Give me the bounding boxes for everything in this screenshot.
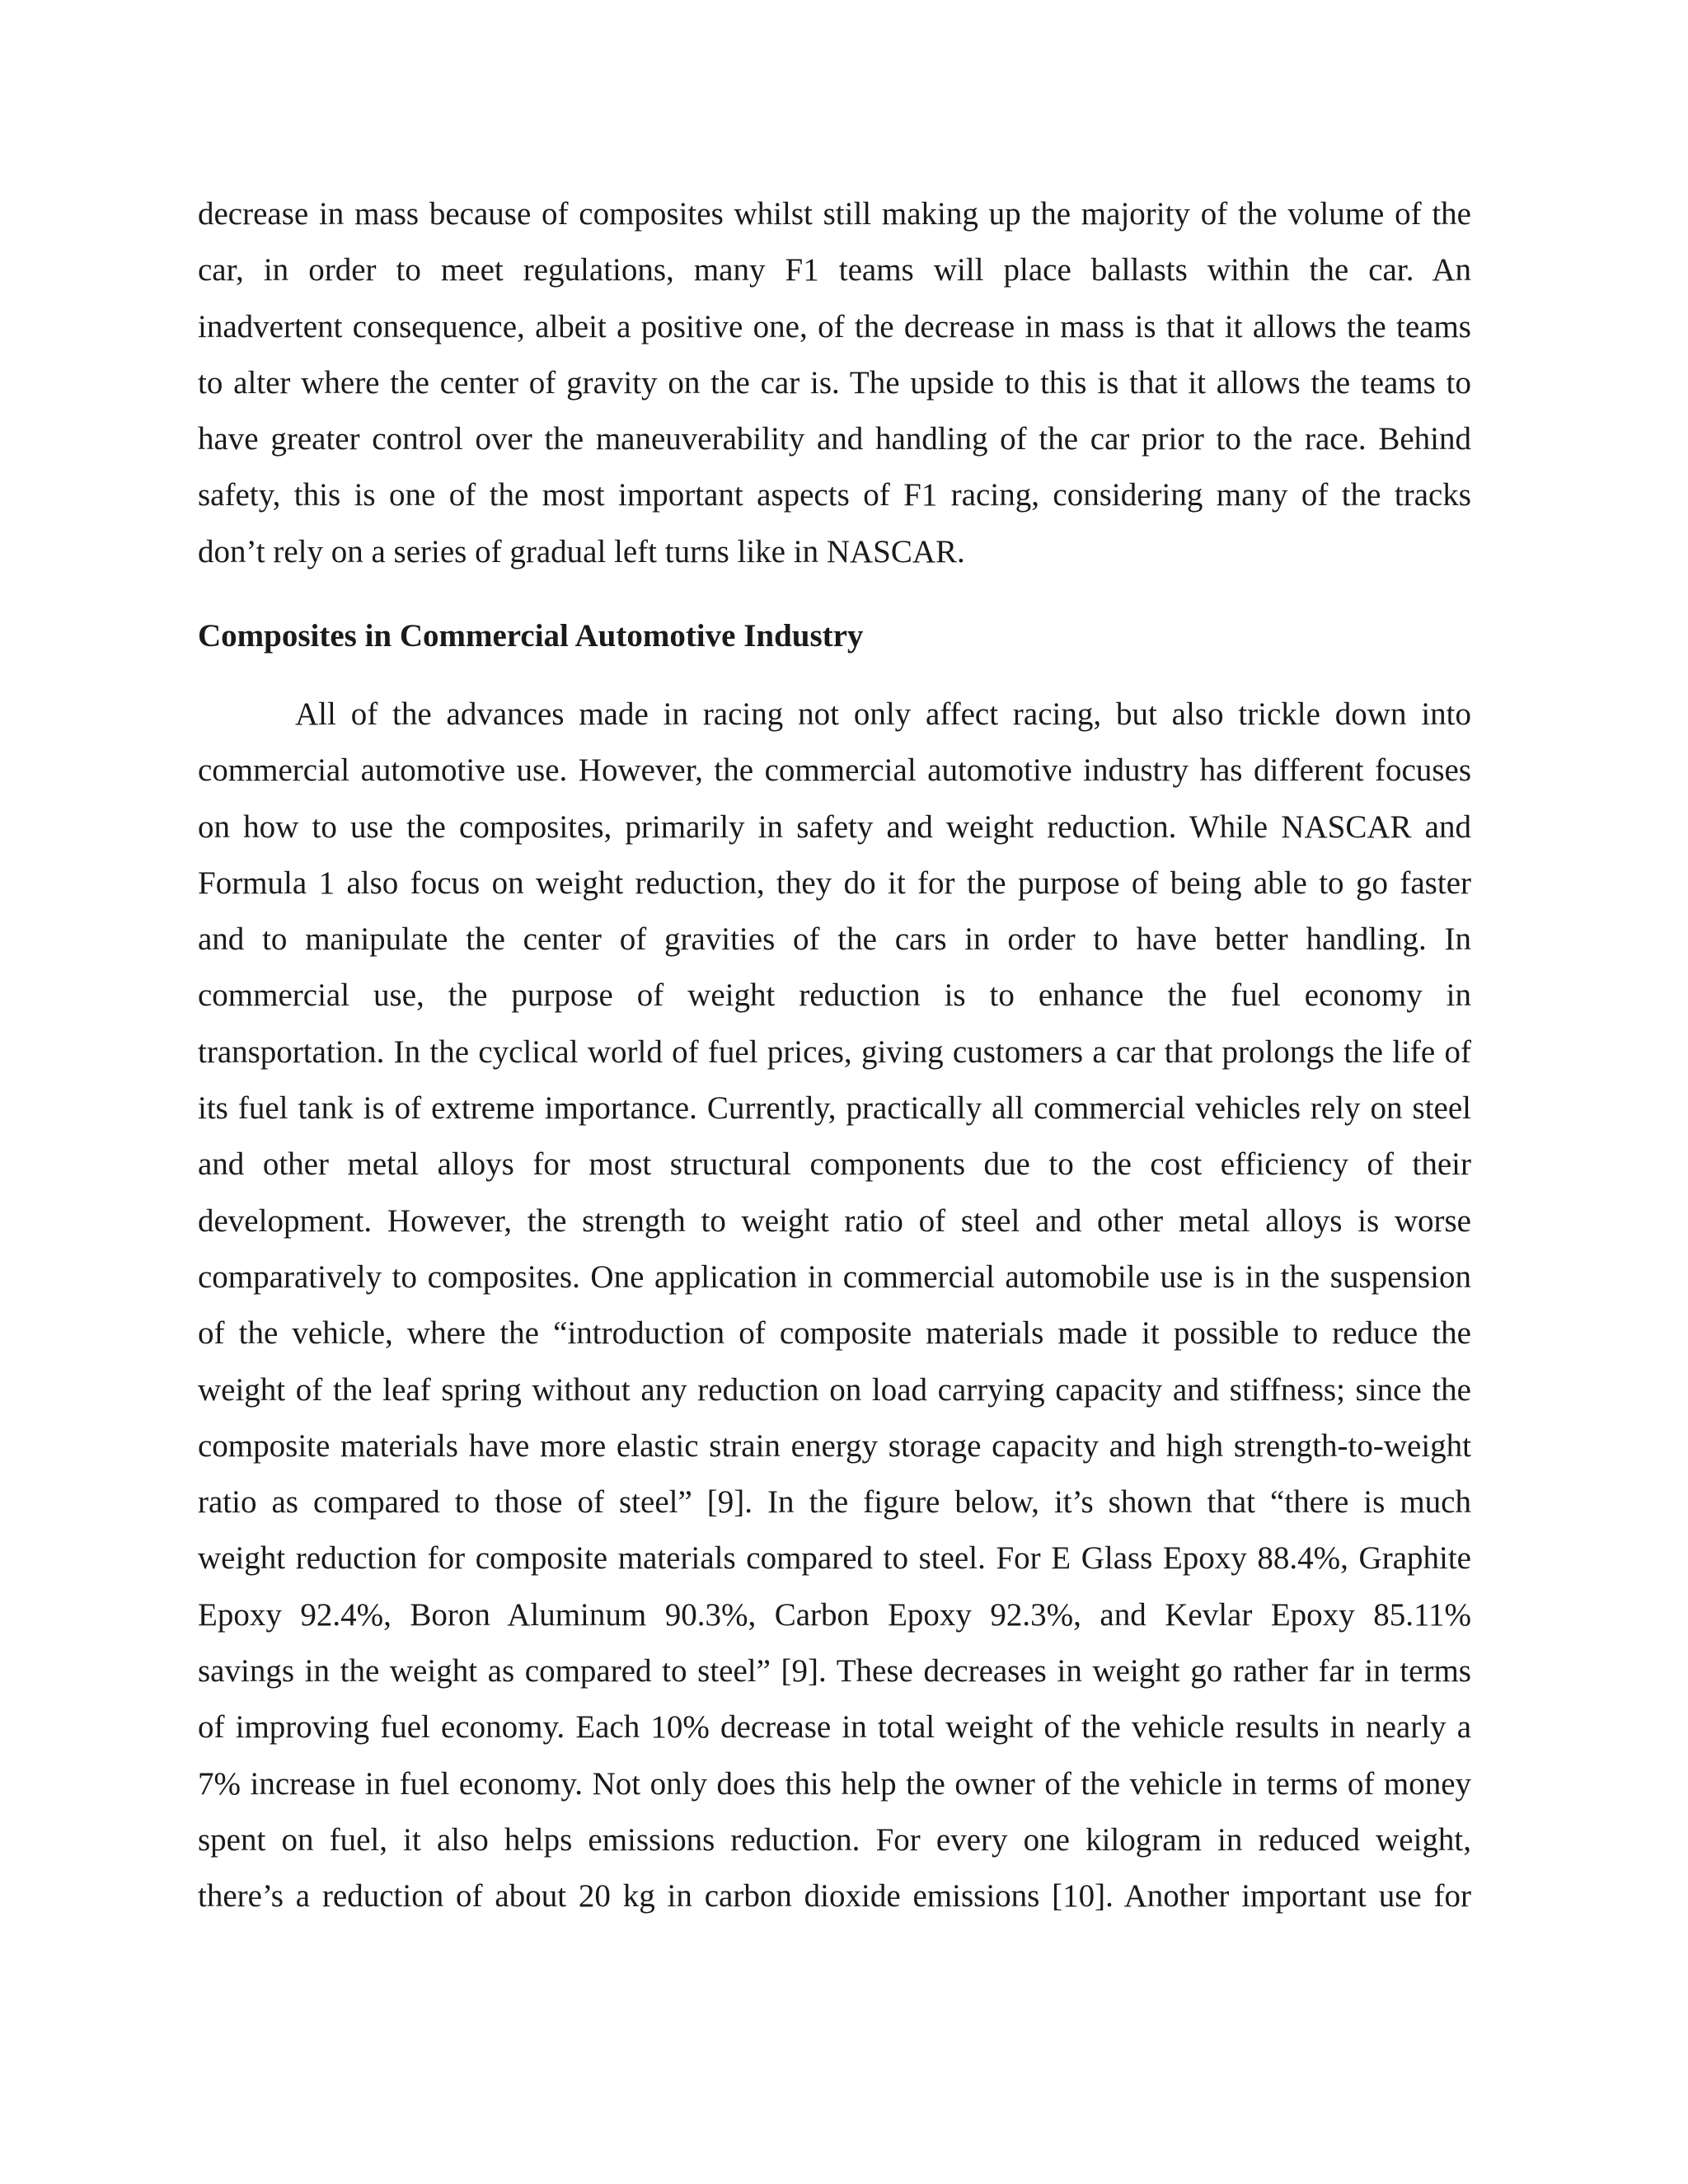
text-line: to alter where the center of gravity on the car is. The upside to this is that it allows the teams to [198, 364, 1471, 401]
text-line: 7% increase in fuel economy. Not only does this help the owner of the vehicle in terms of money [198, 1765, 1471, 1802]
text-line: don’t rely on a series of gradual left turns like in NASCAR. [198, 533, 965, 569]
text-line: All of the advances made in racing not only affect racing, but also trickle down into [295, 696, 1471, 732]
text-line: and other metal alloys for most structural components due to the cost efficiency of their [198, 1146, 1471, 1183]
text-line: development. However, the strength to weight ratio of steel and other metal alloys is worse [198, 1202, 1471, 1239]
text-line: safety, this is one of the most important aspects of F1 racing, considering many of the tracks [198, 477, 1471, 513]
text-line: there’s a reduction of about 20 kg in carbon dioxide emissions [10]. Another important use for [198, 1878, 1471, 1915]
text-line: its fuel tank is of extreme importance. Currently, practically all commercial vehicles rely on steel [198, 1090, 1471, 1127]
text-line: weight of the leaf spring without any reduction on load carrying capacity and stiffness; since the [198, 1371, 1471, 1408]
text-line: on how to use the composites, primarily in safety and weight reduction. While NASCAR and [198, 808, 1471, 845]
paragraph-2 [198, 687, 1471, 1925]
text-line: comparatively to composites. One application in commercial automobile use is in the suspension [198, 1258, 1471, 1295]
text-line: of the vehicle, where the “introduction of composite materials made it possible to reduce the [198, 1315, 1471, 1352]
text-line: Formula 1 also focus on weight reduction, they do it for the purpose of being able to go faster [198, 865, 1471, 901]
section-heading: Composites in Commercial Automotive Industry [198, 618, 864, 654]
text-line: inadvertent consequence, albeit a positive one, of the decrease in mass is that it allows the teams [198, 308, 1471, 344]
text-line: Epoxy 92.4%, Boron Aluminum 90.3%, Carbon Epoxy 92.3%, and Kevlar Epoxy 85.11% [198, 1596, 1471, 1633]
text-line: spent on fuel, it also helps emissions reduction. For every one kilogram in reduced weight, [198, 1821, 1471, 1858]
text-line: composite materials have more elastic strain energy storage capacity and high strength-to-weight [198, 1427, 1471, 1464]
text-line: and to manipulate the center of gravities of the cars in order to have better handling. In [198, 921, 1471, 958]
text-line: of improving fuel economy. Each 10% decrease in total weight of the vehicle results in nearly a [198, 1709, 1471, 1746]
text-line: have greater control over the maneuverability and handling of the car prior to the race. Behind [198, 421, 1471, 457]
text-line: car, in order to meet regulations, many F1 teams will place ballasts within the car. An [198, 252, 1471, 288]
text-line: commercial use, the purpose of weight reduction is to enhance the fuel economy in [198, 977, 1471, 1014]
text-line: ratio as compared to those of steel” [9]. In the figure below, it’s shown that “there is much [198, 1484, 1471, 1521]
text-line: transportation. In the cyclical world of fuel prices, giving customers a car that prolongs the life of [198, 1033, 1471, 1070]
paragraph-1 [198, 186, 1471, 580]
text-line: weight reduction for composite materials compared to steel. For E Glass Epoxy 88.4%, Graphite [198, 1540, 1471, 1577]
text-line: decrease in mass because of composites whilst still making up the majority of the volume of the [198, 196, 1471, 232]
text-line: commercial automotive use. However, the commercial automotive industry has different focuses [198, 752, 1471, 789]
text-line: savings in the weight as compared to steel” [9]. These decreases in weight go rather far in terms [198, 1653, 1471, 1690]
